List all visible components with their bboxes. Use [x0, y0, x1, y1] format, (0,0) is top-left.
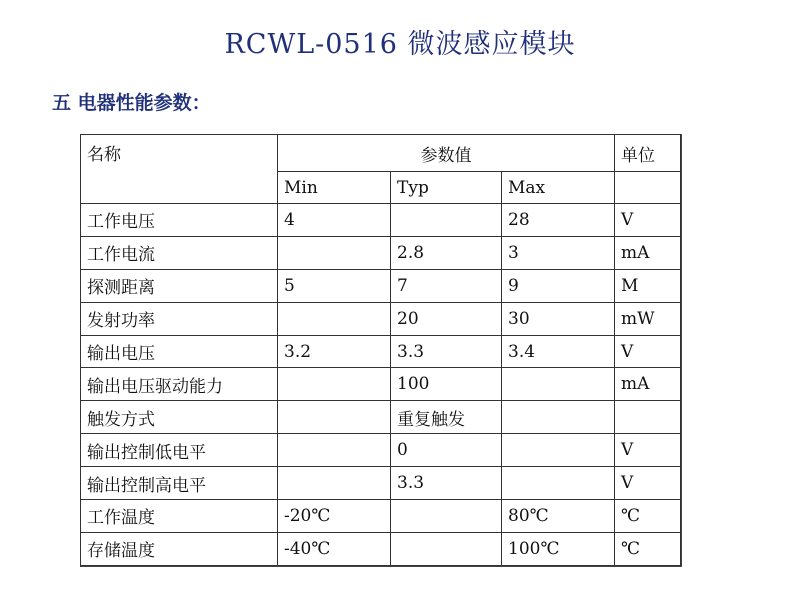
cell-typ	[391, 532, 502, 565]
cell-max: 30	[502, 302, 615, 335]
cell-typ: 2.8	[391, 236, 502, 269]
cell-max: 28	[502, 204, 615, 237]
table-row	[81, 335, 681, 368]
cell-min: 4	[278, 204, 391, 237]
cell-typ: 20	[391, 302, 502, 335]
cell-name: 输出控制低电平	[81, 434, 278, 467]
cell-min	[278, 401, 391, 434]
cell-typ	[391, 500, 502, 533]
cell-name: 工作电流	[81, 236, 278, 269]
cell-min: 5	[278, 269, 391, 302]
cell-max: 3	[502, 236, 615, 269]
cell-typ: 100	[391, 368, 502, 401]
cell-min	[278, 302, 391, 335]
header-unit: 单位	[615, 135, 681, 172]
cell-min	[278, 236, 391, 269]
cell-typ: 3.3	[391, 467, 502, 500]
cell-unit: V	[615, 335, 681, 368]
cell-typ: 重复触发	[391, 401, 502, 434]
spec-table	[80, 134, 681, 566]
header-name: 名称	[81, 135, 278, 204]
cell-name: 探测距离	[81, 269, 278, 302]
table-row	[81, 236, 681, 269]
table-row	[81, 269, 681, 302]
header-max: Max	[502, 172, 615, 204]
cell-min	[278, 434, 391, 467]
table-row	[81, 302, 681, 335]
cell-max	[502, 467, 615, 500]
cell-max	[502, 434, 615, 467]
cell-unit: V	[615, 434, 681, 467]
table-row	[81, 368, 681, 401]
cell-min	[278, 467, 391, 500]
cell-name: 存储温度	[81, 532, 278, 565]
cell-max: 80℃	[502, 500, 615, 533]
cell-max	[502, 401, 615, 434]
cell-min: -20℃	[278, 500, 391, 533]
header-unit-empty	[615, 172, 681, 204]
cell-max: 9	[502, 269, 615, 302]
table-header-row	[81, 135, 681, 172]
cell-typ: 3.3	[391, 335, 502, 368]
cell-min: 3.2	[278, 335, 391, 368]
cell-name: 发射功率	[81, 302, 278, 335]
cell-typ	[391, 204, 502, 237]
cell-max	[502, 368, 615, 401]
cell-unit: ℃	[615, 500, 681, 533]
cell-unit	[615, 401, 681, 434]
header-typ: Typ	[391, 172, 502, 204]
table-row	[81, 204, 681, 237]
cell-max: 3.4	[502, 335, 615, 368]
cell-unit: V	[615, 204, 681, 237]
spec-table-frame	[80, 134, 682, 567]
cell-unit: mA	[615, 368, 681, 401]
cell-typ: 7	[391, 269, 502, 302]
header-min: Min	[278, 172, 391, 204]
cell-name: 触发方式	[81, 401, 278, 434]
cell-unit: V	[615, 467, 681, 500]
cell-unit: mW	[615, 302, 681, 335]
cell-unit: M	[615, 269, 681, 302]
table-row	[81, 467, 681, 500]
header-params: 参数值	[278, 135, 615, 172]
table-row	[81, 500, 681, 533]
cell-name: 工作温度	[81, 500, 278, 533]
cell-name: 输出控制高电平	[81, 467, 278, 500]
cell-min	[278, 368, 391, 401]
table-row	[81, 434, 681, 467]
cell-name: 工作电压	[81, 204, 278, 237]
section-heading: 五 电器性能参数：	[52, 92, 211, 114]
cell-max: 100℃	[502, 532, 615, 565]
cell-unit: mA	[615, 236, 681, 269]
cell-typ: 0	[391, 434, 502, 467]
page-title: RCWL-0516 微波感应模块	[224, 29, 576, 60]
table-row	[81, 532, 681, 565]
cell-min: -40℃	[278, 532, 391, 565]
cell-name: 输出电压驱动能力	[81, 368, 278, 401]
cell-name: 输出电压	[81, 335, 278, 368]
cell-unit: ℃	[615, 532, 681, 565]
table-row	[81, 401, 681, 434]
